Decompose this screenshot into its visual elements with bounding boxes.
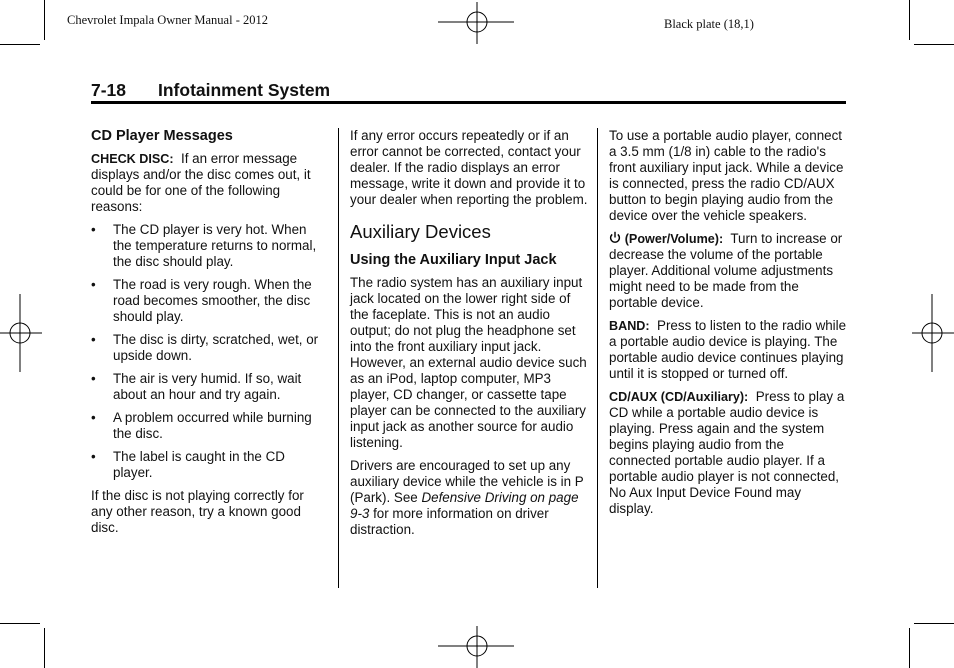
section-title: Infotainment System: [158, 80, 331, 100]
column-2: [350, 128, 588, 545]
manual-title: Chevrolet Impala Owner Manual - 2012: [67, 13, 268, 27]
band-text: Press to listen to the radio while a portable audio device is playing. The portable audio device continues playing until it is stopped or turned off.: [609, 318, 847, 381]
cd-aux-paragraph: [609, 389, 847, 517]
cd-aux-label: CD/AUX (CD/Auxiliary):: [609, 390, 749, 404]
registration-mark-top: [438, 2, 516, 44]
power-volume-text: Turn to increase or decrease the volume of the portable player. Additional volume adjustments might need to be made from the portable device.: [609, 231, 843, 310]
page-heading: [91, 80, 330, 101]
crop-mark: [44, 0, 45, 40]
crop-mark: [0, 44, 40, 45]
list-item: • The CD player is very hot. When the temperature returns to normal, the disc should play.: [91, 222, 327, 270]
band-paragraph: [609, 318, 847, 382]
power-icon: [609, 231, 621, 244]
page-number: 7-18: [91, 80, 127, 100]
aux-input-jack-heading: Using the Auxiliary Input Jack: [350, 252, 557, 268]
list-item: • The road is very rough. When the road becomes smoother, the disc should play.: [91, 277, 327, 325]
drivers-text: Drivers are encouraged to set up any auxiliary device while the vehicle is in P (Park). See: [350, 458, 584, 505]
portable-player-paragraph: To use a portable audio player, connect a 3.5 mm (1/8 in) cable to the radio's front auxiliary input jack. While a device is connected, press the radio CD/AUX button to begin playing audio from the device over the vehicle speakers.: [609, 128, 844, 223]
drivers-paragraph: [350, 458, 588, 538]
crop-mark: [909, 0, 910, 40]
cd-aux-text: Press to play a CD while a portable audio device is playing. Press again and the system begins playing audio from the connected portable audio player. If a portable audio player is not connected, No Aux Input Device Found may display.: [609, 389, 845, 516]
crop-mark: [0, 623, 40, 624]
power-volume-label: (Power/Volume):: [624, 232, 724, 246]
registration-mark-right: [912, 294, 954, 372]
column-divider: [338, 128, 339, 588]
list-item: • The air is very humid. If so, wait about an hour and try again.: [91, 371, 327, 403]
crop-mark: [909, 628, 910, 668]
crop-mark: [914, 44, 954, 45]
column-divider: [597, 128, 598, 588]
crop-mark: [44, 628, 45, 668]
registration-mark-bottom: [438, 626, 516, 668]
list-item: • The disc is dirty, scratched, wet, or upside down.: [91, 332, 327, 364]
reasons-list: [91, 222, 327, 481]
heading-rule: [91, 101, 846, 104]
check-disc-label: CHECK DISC:: [91, 152, 174, 166]
registration-mark-left: [0, 294, 42, 372]
auxiliary-devices-heading: Auxiliary Devices: [350, 221, 491, 242]
cd-player-messages-heading: CD Player Messages: [91, 128, 233, 144]
aux-jack-paragraph: The radio system has an auxiliary input jack located on the lower right side of the faceplate. This is not an audio output; do not plug the headphone set into the front auxiliary input jack. However, an external audio device such as an iPod, laptop computer, MP3 player, CD changer, or cassette tape player can be connected to the auxiliary input jack as another source for audio listening.: [350, 275, 587, 450]
error-paragraph: If any error occurs repeatedly or if an error cannot be corrected, contact your dealer. If the radio displays an error message, write it down and provide it to your dealer when reporting the problem.: [350, 128, 588, 207]
check-disc-paragraph: [91, 151, 327, 215]
column-3: [609, 128, 847, 524]
list-item: • A problem occurred while burning the disc.: [91, 410, 327, 442]
band-label: BAND:: [609, 319, 650, 333]
closing-paragraph: If the disc is not playing correctly for any other reason, try a known good disc.: [91, 488, 304, 535]
power-volume-paragraph: [609, 231, 847, 311]
column-1: [91, 128, 327, 543]
plate-label: Black plate (18,1): [664, 17, 754, 31]
check-disc-text: If an error message displays and/or the disc comes out, it could be for one of the following reasons:: [91, 151, 311, 214]
list-item: • The label is caught in the CD player.: [91, 449, 327, 481]
drivers-text-end: for more information on driver distraction.: [350, 506, 549, 537]
crop-mark: [914, 623, 954, 624]
defensive-driving-link[interactable]: Defensive Driving on page 9-3: [350, 490, 579, 521]
